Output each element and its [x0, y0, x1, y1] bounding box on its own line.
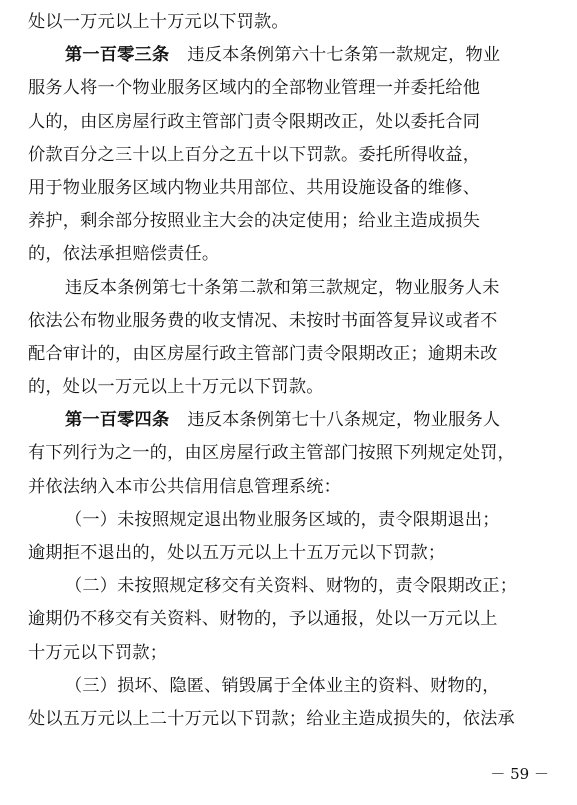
document-body [28, 6, 552, 736]
text-line: 用于物业服务区域内物业共用部位、共用设施设备的维修、 [28, 177, 481, 198]
article-number: 第一百零四条 [65, 410, 170, 431]
text-line: 逾期拒不退出的，处以五万元以上十五万元以下罚款； [28, 543, 446, 563]
text-line: 人的，由区房屋行政主管部门责令限期改正，处以委托合同 [28, 111, 481, 132]
text-line: （一）未按照规定退出物业服务区域的，责令限期退出； [65, 509, 500, 530]
text-line: 的，处以一万元以上十万元以下罚款。 [28, 377, 324, 398]
text-span: 违反本条例第六十七条第一款规定，物业 [187, 45, 501, 66]
page-number: － 59 － [490, 765, 549, 783]
text-line: 逾期仍不移交有关资料、财物的，予以通报，处以一万元以上 [28, 609, 498, 630]
text-line: （三）损坏、隐匿、销毁属于全体业主的资料、财物的， [65, 675, 500, 696]
text-line [28, 39, 552, 72]
text-line: 养护，剩余部分按照业主大会的决定使用；给业主造成损失 [28, 211, 481, 232]
text-line: 并依法纳入本市公共信用信息管理系统： [28, 476, 341, 497]
text-line: 价款百分之三十以上百分之五十以下罚款。委托所得收益， [28, 144, 481, 165]
text-line: 配合审计的，由区房屋行政主管部门责令限期改正；逾期未改 [28, 343, 498, 364]
article-number: 第一百零三条 [65, 45, 170, 66]
text-line: 服务人将一个物业服务区域内的全部物业管理一并委托给他 [28, 78, 481, 99]
text-line: 有下列行为之一的，由区房屋行政主管部门按照下列规定处罚， [28, 443, 515, 464]
text-line: 处以五万元以上二十万元以下罚款；给业主造成损失的，依法承 [28, 708, 515, 729]
text-span: 违反本条例第七十八条规定，物业服务人 [187, 410, 501, 431]
text-line: 处以一万元以上十万元以下罚款。 [28, 12, 289, 32]
text-line: 依法公布物业服务费的收支情况、未按时书面答复异议或者不 [28, 310, 498, 331]
text-line: 十万元以下罚款； [28, 642, 168, 663]
text-line: 的，依法承担赔偿责任。 [28, 244, 220, 265]
text-line [28, 404, 552, 437]
text-line: （二）未按照规定移交有关资料、财物的，责令限期改正； [65, 576, 518, 597]
text-line: 违反本条例第七十条第二款和第三款规定，物业服务人未 [65, 277, 500, 298]
